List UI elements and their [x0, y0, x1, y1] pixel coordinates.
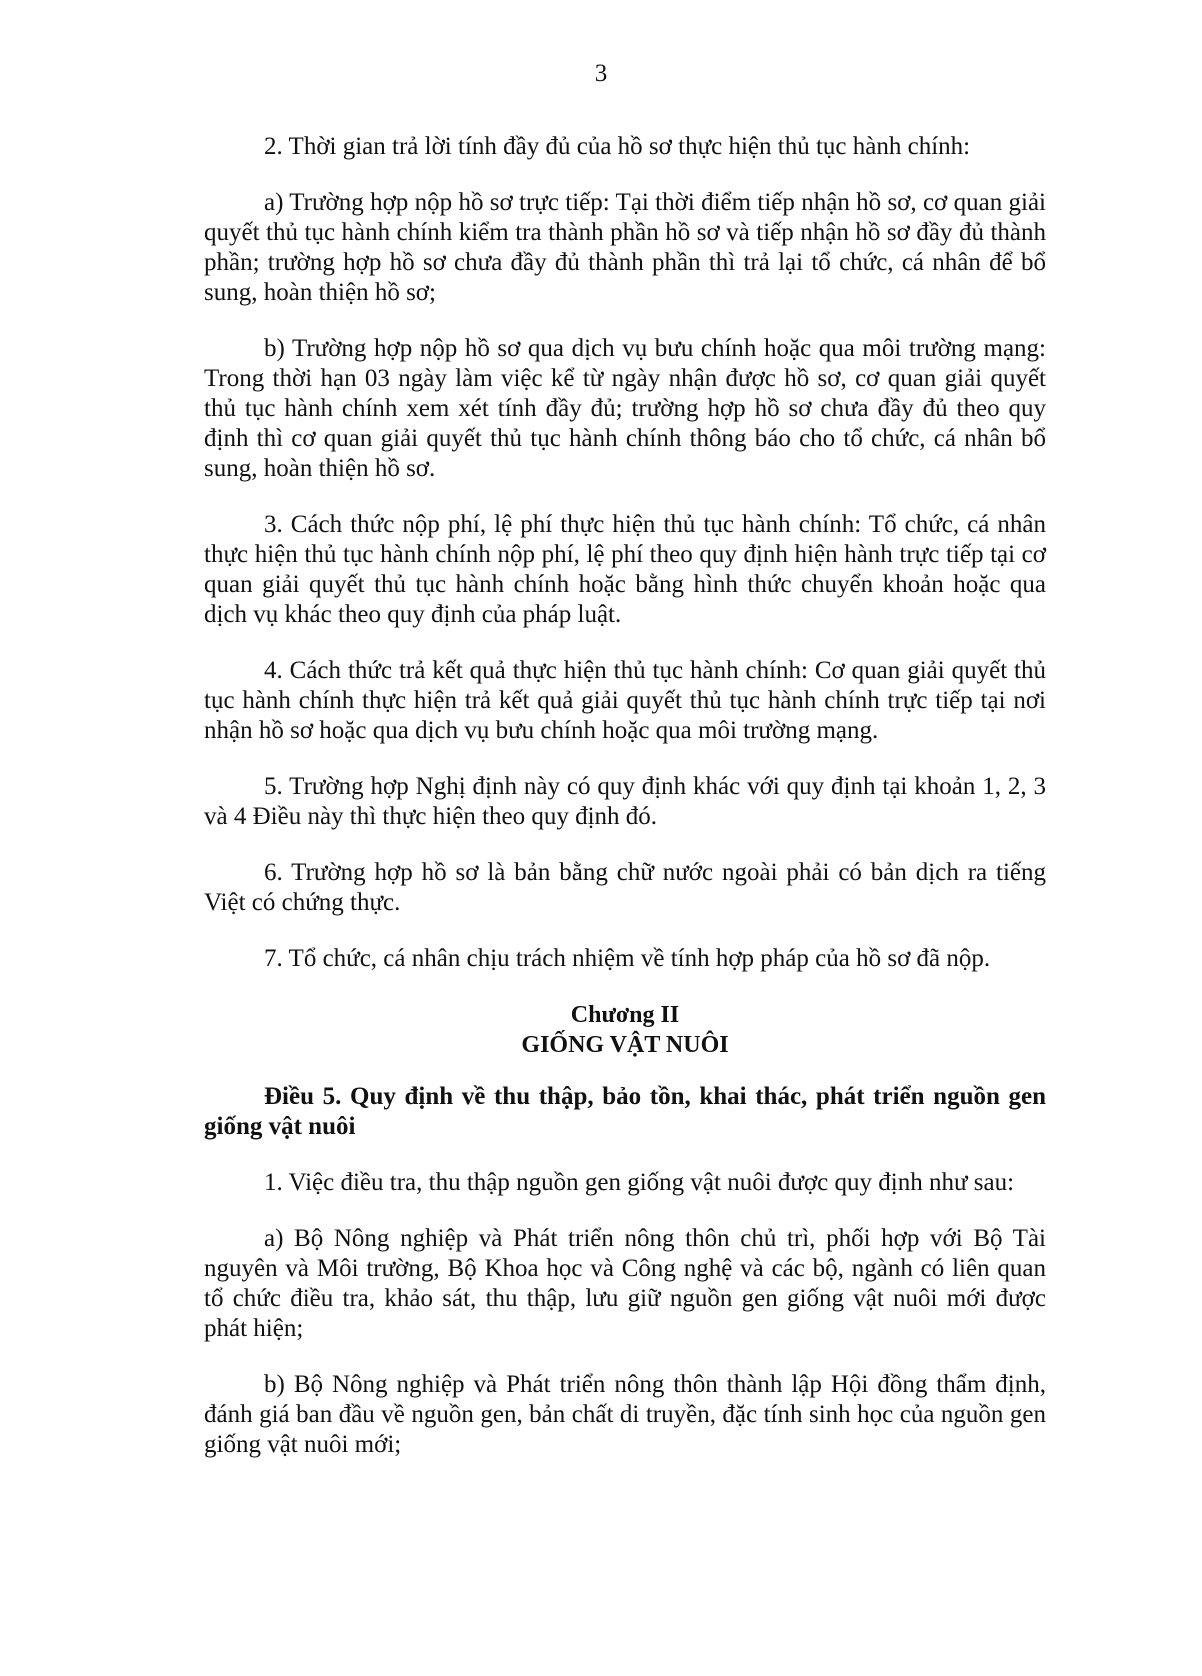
paragraph-2a: a) Trường hợp nộp hồ sơ trực tiếp: Tại thời điểm tiếp nhận hồ sơ, cơ quan giải quyết thủ tục hành chính kiểm tra thành phần hồ sơ và tiếp nhận hồ sơ đầy đủ thành phần; trường hợp hồ sơ chưa đầy đủ thành phần thì trả lại tổ chức, cá nhân để bổ sung, hoàn thiện hồ sơ;	[204, 189, 1046, 306]
article-5-paragraph-1b: b) Bộ Nông nghiệp và Phát triển nông thôn thành lập Hội đồng thẩm định, đánh giá ban đầu về nguồn gen, bản chất di truyền, đặc tính sinh học của nguồn gen giống vật nuôi mới;	[204, 1371, 1046, 1458]
chapter-title: GIỐNG VẬT NUÔI	[521, 1032, 729, 1058]
paragraph-2b: b) Trường hợp nộp hồ sơ qua dịch vụ bưu chính hoặc qua môi trường mạng: Trong thời hạn 03 ngày làm việc kể từ ngày nhận được hồ sơ, cơ quan giải quyết thủ tục hành chính xem xét tính đầy đủ; trường hợp hồ sơ chưa đầy đủ theo quy định thì cơ quan giải quyết thủ tục hành chính thông báo cho tổ chức, cá nhân bổ sung, hoàn thiện hồ sơ.	[204, 335, 1046, 482]
paragraph-4: 4. Cách thức trả kết quả thực hiện thủ tục hành chính: Cơ quan giải quyết thủ tục hành chính thực hiện trả kết quả giải quyết thủ tục hành chính trực tiếp tại nơi nhận hồ sơ hoặc qua dịch vụ bưu chính hoặc qua môi trường mạng.	[204, 657, 1046, 744]
paragraph-7: 7. Tổ chức, cá nhân chịu trách nhiệm về tính hợp pháp của hồ sơ đã nộp.	[264, 945, 991, 972]
article-5-paragraph-1a: a) Bộ Nông nghiệp và Phát triển nông thôn chủ trì, phối hợp với Bộ Tài nguyên và Môi trường, Bộ Khoa học và Công nghệ và các bộ, ngành có liên quan tổ chức điều tra, khảo sát, thu thập, lưu giữ nguồn gen giống vật nuôi mới được phát hiện;	[204, 1225, 1046, 1342]
paragraph-3: 3. Cách thức nộp phí, lệ phí thực hiện thủ tục hành chính: Tổ chức, cá nhân thực hiện thủ tục hành chính nộp phí, lệ phí theo quy định hiện hành trực tiếp tại cơ quan giải quyết thủ tục hành chính hoặc bằng hình thức chuyển khoản hoặc qua dịch vụ khác theo quy định của pháp luật.	[204, 511, 1046, 628]
article-5-paragraph-1: 1. Việc điều tra, thu thập nguồn gen giống vật nuôi được quy định như sau:	[264, 1169, 1015, 1196]
chapter-number: Chương II	[570, 1002, 680, 1028]
chapter-heading	[204, 1000, 1046, 1060]
page-number: 3	[594, 60, 608, 87]
paragraph-5: 5. Trường hợp Nghị định này có quy định khác với quy định tại khoản 1, 2, 3 và 4 Điều này thì thực hiện theo quy định đó.	[204, 773, 1046, 830]
document-body	[204, 132, 1046, 1486]
paragraph-6: 6. Trường hợp hồ sơ là bản bằng chữ nước ngoài phải có bản dịch ra tiếng Việt có chứng thực.	[204, 859, 1046, 916]
paragraph-2: 2. Thời gian trả lời tính đầy đủ của hồ sơ thực hiện thủ tục hành chính:	[264, 133, 971, 160]
article-5-title: Điều 5. Quy định về thu thập, bảo tồn, khai thác, phát triển nguồn gen giống vật nuôi	[204, 1083, 1046, 1140]
